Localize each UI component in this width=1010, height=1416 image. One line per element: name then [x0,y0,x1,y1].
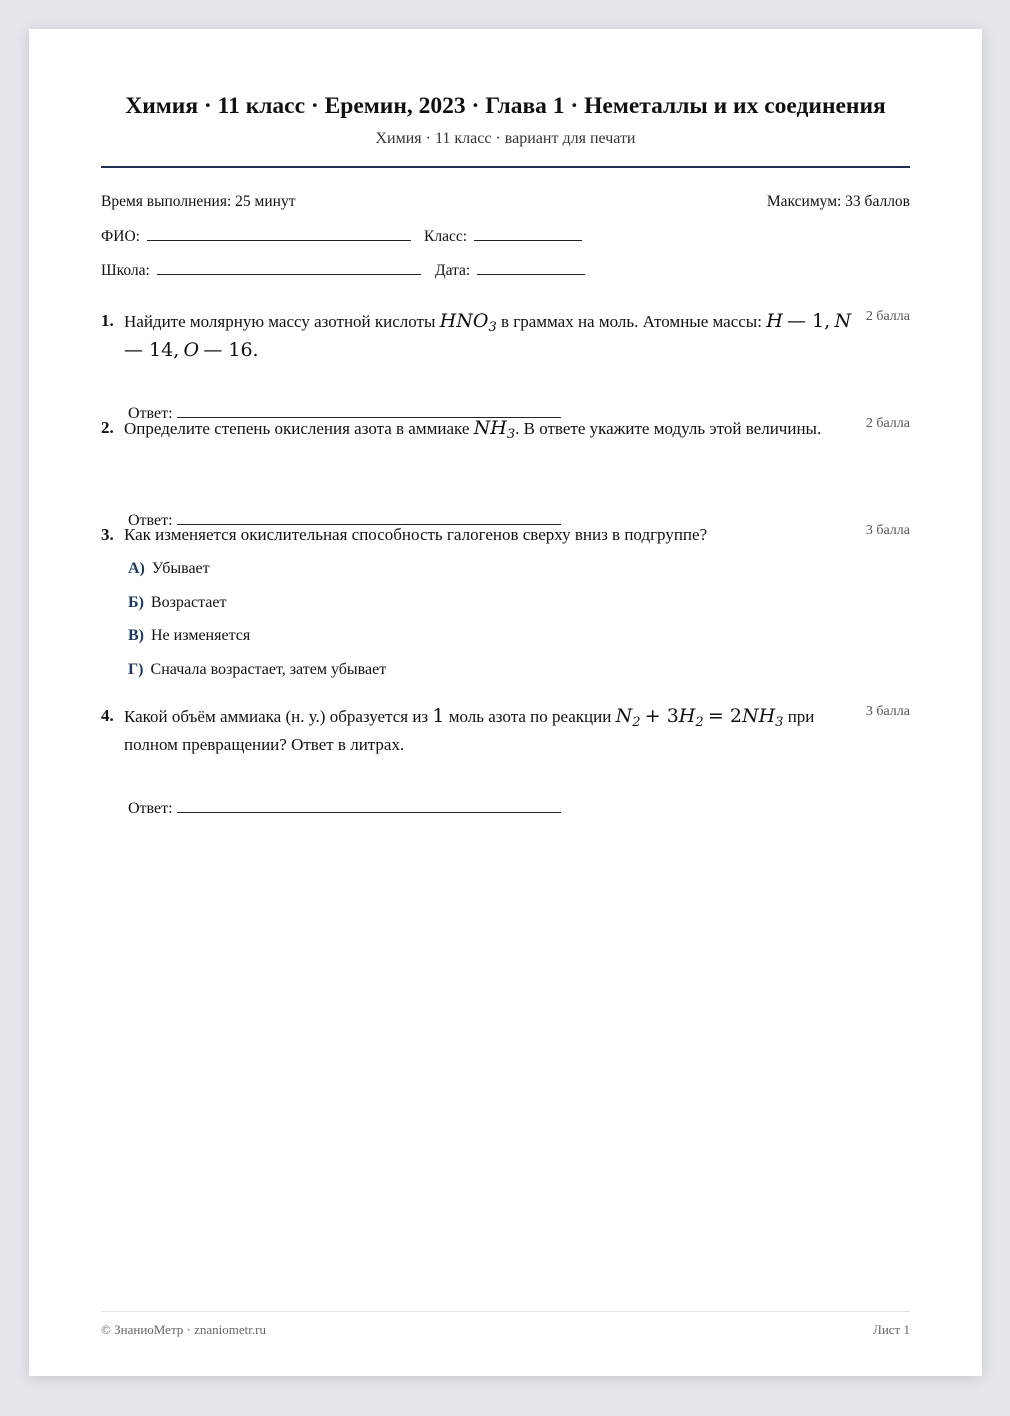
time-limit: Время выполнения: 25 минут [101,193,296,210]
answer-label: Ответ: [128,512,173,529]
option-letter: А) [128,560,145,577]
question-3 [101,521,910,549]
question-text-part: при полном превращении? Ответ в литрах. [124,707,815,754]
school-field[interactable] [101,260,421,280]
school-line[interactable] [157,260,421,275]
name-field[interactable] [101,226,411,246]
class-line[interactable] [474,226,582,241]
question-text-part: Определите степень окисления азота в аммиаке [124,419,470,438]
option-text: Не изменяется [151,627,251,644]
formula-o: O [183,339,200,361]
question-text: Как изменяется окислительная способность галогенов сверху вниз в подгруппе? [124,525,708,544]
date-field[interactable] [435,260,585,280]
question-points: 3 балла [865,704,910,719]
answer-label: Ответ: [128,405,173,422]
question-text-part: . В ответе укажите модуль этой величины. [515,419,822,438]
name-label: ФИО: [101,228,140,245]
question-points: 2 балла [865,416,910,431]
page-title: Химия · 11 класс · Еремин, 2023 · Глава 1 · Неметаллы и их соединения [125,93,886,119]
formula-nh3: $NH_3$ [473,417,516,442]
max-score: Максимум: 33 баллов [766,193,910,210]
question-text [124,702,852,759]
formula-hno3: $HNO_3$ [439,310,497,335]
option-letter: Г) [128,661,144,678]
option-a[interactable] [128,560,210,578]
header-divider [101,166,910,168]
question-2 [101,414,910,443]
date-label: Дата: [435,262,471,279]
footer-page-number: Лист 1 [873,1322,910,1337]
answer-field-4[interactable] [128,798,561,818]
reaction-equation: $N_2 + 3H_2 = 2NH_3$ [615,705,784,730]
option-letter: Б) [128,594,144,611]
formula-one: 1 [432,705,445,727]
footer-copyright: © ЗнаниоМетр · znaniometr.ru [101,1322,266,1337]
option-b[interactable] [128,594,226,612]
question-4 [101,702,910,759]
question-number: 1. [101,311,114,330]
name-line[interactable] [147,226,411,241]
question-1 [101,307,910,365]
question-number: 2. [101,418,114,437]
option-text: Возрастает [150,594,227,611]
worksheet-page [29,29,982,1376]
option-text: Убывает [151,560,210,577]
question-text-part: Найдите молярную массу азотной кислоты [124,312,436,331]
formula-h: H [766,310,783,332]
page-subtitle: Химия · 11 класс · вариант для печати [375,130,636,147]
answer-label: Ответ: [128,800,173,817]
class-label: Класс: [424,228,468,245]
question-number: 4. [101,706,114,725]
question-points: 2 балла [865,309,910,324]
class-field[interactable] [424,226,582,246]
option-letter: В) [128,627,144,644]
question-points: 3 балла [865,523,910,538]
footer-divider [101,1311,910,1312]
question-text-part: в граммах на моль. Атомные массы: [500,312,762,331]
mass-o: — 16. [203,339,259,361]
option-v[interactable] [128,627,250,645]
question-text-part: Какой объём аммиака (н. у.) образуется из [124,707,429,726]
question-number: 3. [101,525,114,544]
question-text [124,307,852,365]
date-line[interactable] [477,260,585,275]
mass-h: — 1, [787,310,831,332]
mass-n: — 14, [124,339,180,361]
option-text: Сначала возрастает, затем убывает [150,661,387,678]
school-label: Школа: [101,262,150,279]
question-text-part: моль азота по реакции [448,707,612,726]
formula-n: N [834,310,852,332]
answer-line[interactable] [177,798,561,813]
option-g[interactable] [128,661,386,679]
question-text [124,414,852,443]
